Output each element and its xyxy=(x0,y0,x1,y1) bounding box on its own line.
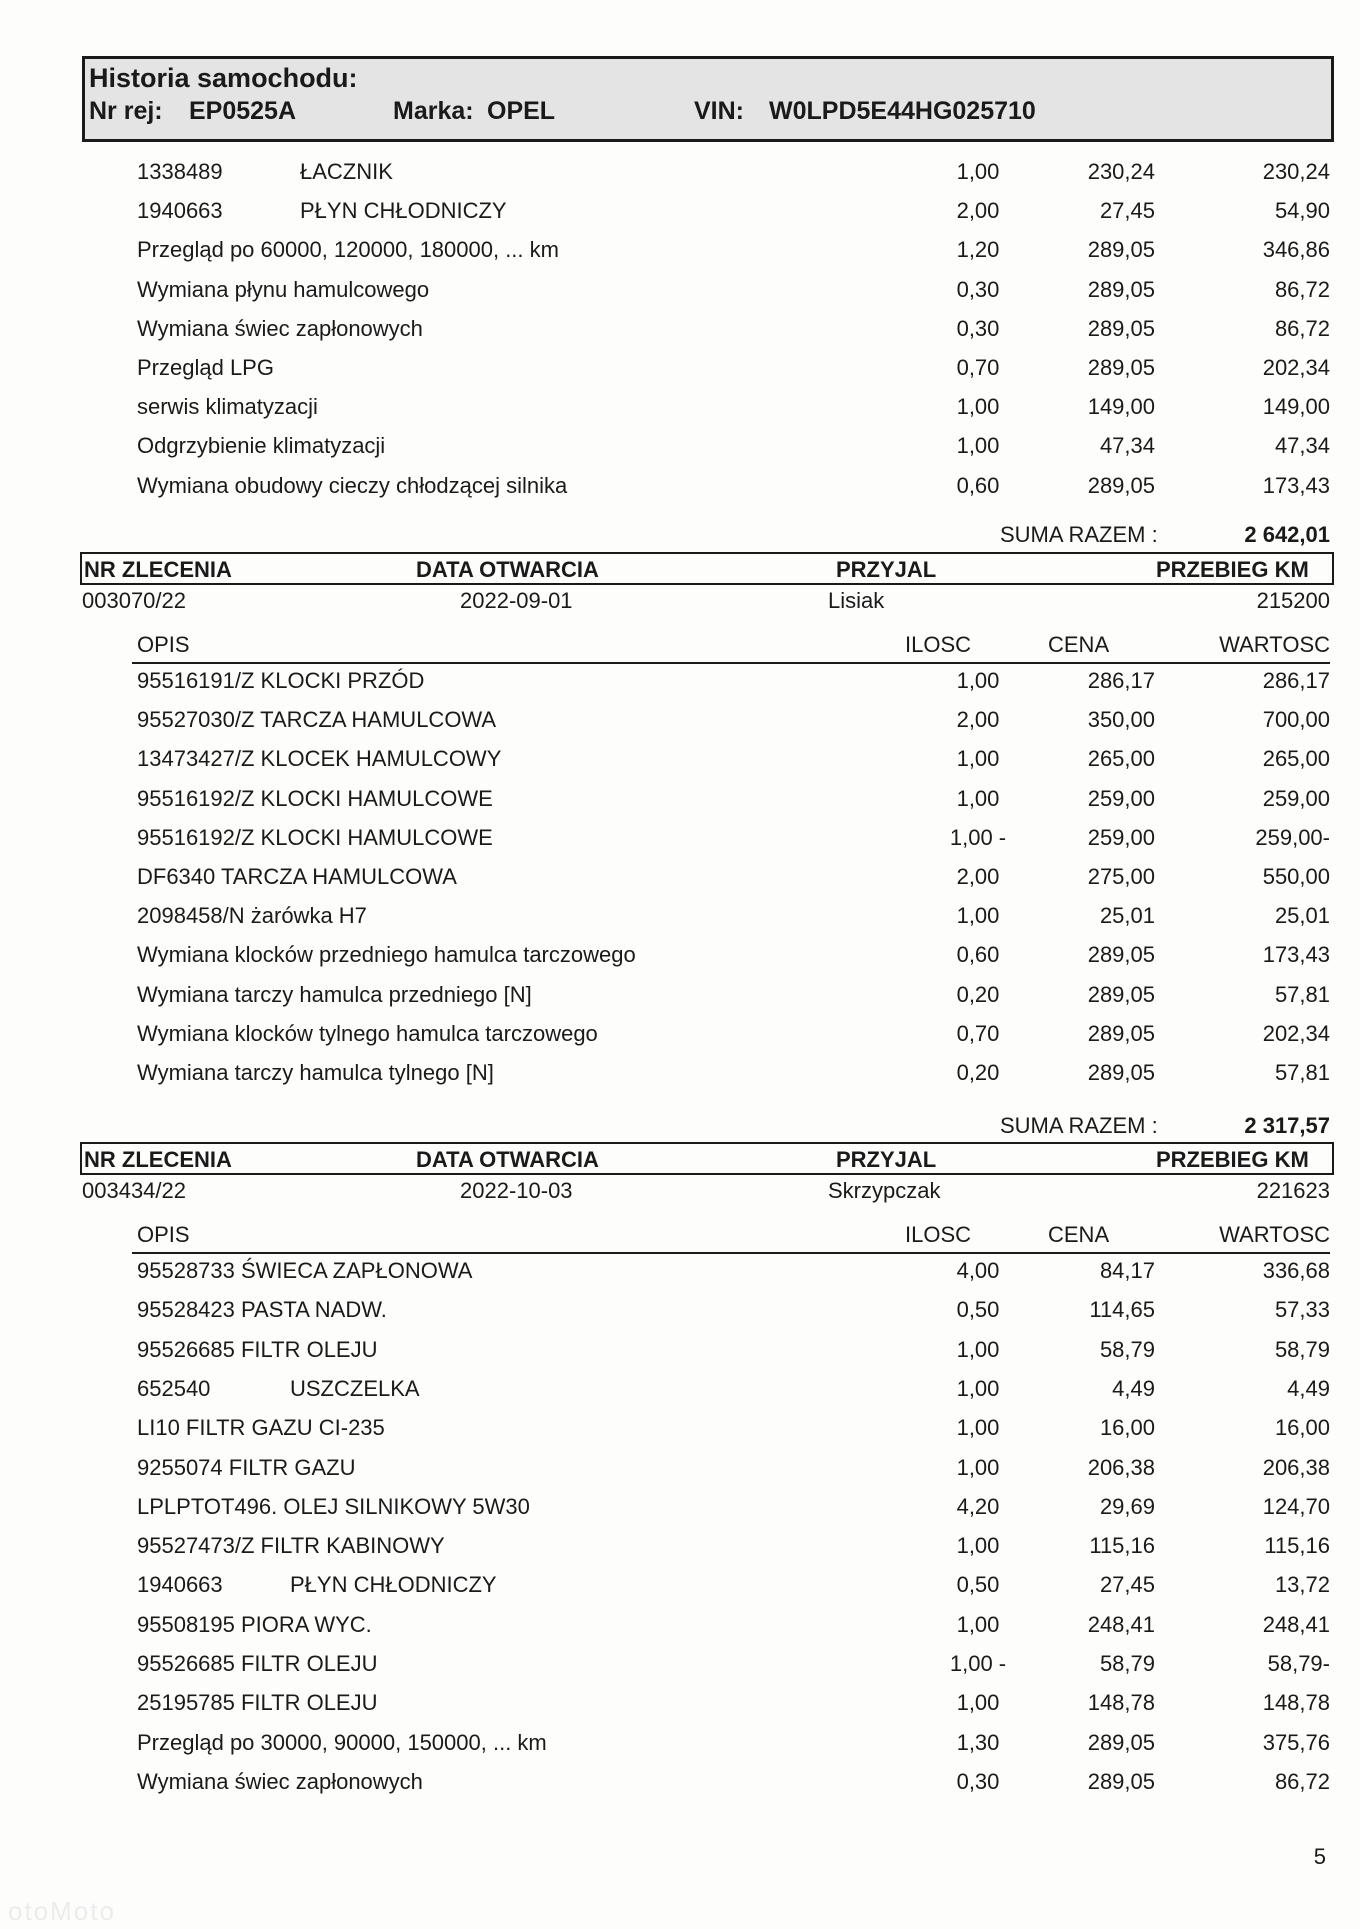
item-value: 124,70 xyxy=(1262,1493,1330,1519)
item-quantity: 1,30 xyxy=(956,1729,1000,1755)
item-quantity: 1,00 xyxy=(956,746,1000,772)
line-item-row xyxy=(0,1651,1360,1685)
przebieg-label: PRZEBIEG KM xyxy=(1156,557,1309,582)
item-value: 173,43 xyxy=(1262,472,1330,498)
item-price: 25,01 xyxy=(1099,903,1155,929)
item-price: 148,78 xyxy=(1087,1690,1155,1716)
item-description: 95516192/Z KLOCKI HAMULCOWE xyxy=(137,785,493,811)
item-price: 265,00 xyxy=(1087,746,1155,772)
item-quantity: 1,20 xyxy=(956,237,1000,263)
item-price: 259,00 xyxy=(1087,785,1155,811)
item-value: 550,00 xyxy=(1262,864,1330,889)
order-przebieg: 215200 xyxy=(1256,588,1330,613)
nr-rej-value: EP0525A xyxy=(189,97,297,125)
przyjal-label: PRZYJAL xyxy=(836,557,937,582)
watermark: otoMoto xyxy=(8,1896,116,1926)
col-ilosc: ILOSC xyxy=(905,1222,972,1247)
item-quantity: 4,20 xyxy=(956,1493,1000,1519)
item-description: DF6340 TARCZA HAMULCOWA xyxy=(137,864,457,889)
item-value: 173,43 xyxy=(1262,942,1330,968)
line-item-row xyxy=(0,237,1360,271)
col-cena: CENA xyxy=(1048,632,1110,657)
item-value: 286,17 xyxy=(1262,668,1330,693)
item-description: LI10 FILTR GAZU CI-235 xyxy=(137,1415,385,1441)
line-item-row xyxy=(0,825,1360,859)
item-quantity: 1,00 xyxy=(956,1533,1000,1559)
item-price: 275,00 xyxy=(1087,864,1155,889)
line-item-row xyxy=(0,159,1360,193)
col-opis: OPIS xyxy=(137,1222,190,1247)
item-quantity: 0,20 xyxy=(956,981,1000,1007)
item-description: Wymiana obudowy cieczy chłodzącej silnika xyxy=(137,472,568,498)
item-price: 289,05 xyxy=(1087,1729,1155,1755)
item-description: Wymiana płynu hamulcowego xyxy=(137,276,430,302)
item-quantity: 0,60 xyxy=(956,472,1000,498)
nr-zlecenia-label: NR ZLECENIA xyxy=(84,1147,232,1172)
item-code: 652540 xyxy=(137,1375,211,1401)
item-price: 289,05 xyxy=(1087,355,1155,380)
item-price: 58,79 xyxy=(1099,1651,1155,1676)
item-price: 149,00 xyxy=(1087,394,1155,420)
suma-label: SUMA RAZEM : xyxy=(1000,522,1158,547)
item-description: 95516191/Z KLOCKI PRZÓD xyxy=(137,668,425,693)
item-price: 289,05 xyxy=(1087,315,1155,341)
line-item-row xyxy=(0,1769,1360,1803)
item-quantity: 0,50 xyxy=(956,1297,1000,1323)
item-description: serwis klimatyzacji xyxy=(137,394,318,420)
przebieg-label: PRZEBIEG KM xyxy=(1156,1147,1309,1172)
item-price: 248,41 xyxy=(1087,1611,1155,1637)
item-description: Wymiana świec zapłonowych xyxy=(137,1768,423,1794)
col-opis: OPIS xyxy=(137,632,190,657)
item-price: 289,05 xyxy=(1087,1020,1155,1046)
item-quantity: 1,00 xyxy=(956,785,1000,811)
col-wartosc: WARTOSC xyxy=(1219,632,1330,657)
line-item-row xyxy=(0,668,1360,702)
item-description: Wymiana klocków przedniego hamulca tarczowego xyxy=(137,942,636,968)
data-otwarcia-label: DATA OTWARCIA xyxy=(416,1147,599,1172)
suma-total: 2 317,57 xyxy=(1244,1113,1330,1138)
item-price: 29,69 xyxy=(1099,1493,1155,1519)
order-przyjal: Skrzypczak xyxy=(828,1178,941,1203)
item-description: Wymiana tarczy hamulca tylnego [N] xyxy=(137,1060,494,1085)
item-description: ŁACZNIK xyxy=(300,159,393,184)
line-item-row xyxy=(0,982,1360,1016)
item-value: 86,72 xyxy=(1274,315,1330,341)
order1-header-rule xyxy=(132,662,1330,664)
item-quantity: 0,70 xyxy=(956,355,1000,380)
item-description: 25195785 FILTR OLEJU xyxy=(137,1690,378,1716)
item-quantity: 1,00 - xyxy=(949,824,1007,850)
item-quantity: 0,60 xyxy=(956,942,1000,968)
line-item-row xyxy=(0,1730,1360,1764)
suma-label: SUMA RAZEM : xyxy=(1000,1113,1158,1138)
line-item-row xyxy=(0,1337,1360,1371)
item-value: 700,00 xyxy=(1262,707,1330,733)
line-item-row xyxy=(0,198,1360,232)
item-quantity: 1,00 xyxy=(956,1454,1000,1480)
item-quantity: 1,00 xyxy=(956,394,1000,420)
item-value: 57,81 xyxy=(1274,981,1330,1007)
item-quantity: 0,30 xyxy=(956,1768,1000,1794)
col-cena: CENA xyxy=(1048,1222,1110,1247)
nr-rej-label: Nr rej: xyxy=(89,97,163,125)
line-item-row xyxy=(0,1533,1360,1567)
order-przebieg: 221623 xyxy=(1256,1178,1330,1203)
item-description: Wymiana świec zapłonowych xyxy=(137,315,423,341)
line-item-row xyxy=(0,903,1360,937)
line-item-row xyxy=(0,1258,1360,1292)
item-quantity: 1,00 xyxy=(956,433,1000,459)
item-description: 95526685 FILTR OLEJU xyxy=(137,1651,378,1676)
item-quantity: 1,00 xyxy=(956,1375,1000,1401)
item-quantity: 1,00 xyxy=(956,668,1000,693)
line-item-row xyxy=(0,942,1360,976)
item-value: 115,16 xyxy=(1264,1533,1330,1559)
page-number: 5 xyxy=(1313,1844,1326,1869)
item-quantity: 1,00 xyxy=(956,159,1000,184)
item-value: 259,00- xyxy=(1255,824,1330,850)
col-wartosc: WARTOSC xyxy=(1219,1222,1330,1247)
item-code: 1338489 xyxy=(137,159,223,184)
item-price: 115,16 xyxy=(1089,1533,1155,1559)
item-price: 289,05 xyxy=(1087,1060,1155,1085)
przyjal-label: PRZYJAL xyxy=(836,1147,937,1172)
item-value: 248,41 xyxy=(1262,1611,1330,1637)
item-description: 2098458/N żarówka H7 xyxy=(137,903,367,929)
item-value: 265,00 xyxy=(1262,746,1330,772)
item-price: 206,38 xyxy=(1087,1454,1155,1480)
item-price: 289,05 xyxy=(1087,981,1155,1007)
item-value: 16,00 xyxy=(1274,1415,1330,1441)
item-value: 336,68 xyxy=(1262,1258,1330,1283)
line-item-row xyxy=(0,1690,1360,1724)
item-value: 86,72 xyxy=(1274,276,1330,302)
item-price: 286,17 xyxy=(1087,668,1155,693)
item-quantity: 2,00 xyxy=(956,707,1000,733)
item-quantity: 0,50 xyxy=(956,1572,1000,1598)
item-value: 58,79- xyxy=(1267,1651,1330,1676)
line-item-row xyxy=(0,1494,1360,1528)
item-price: 4,49 xyxy=(1112,1375,1155,1401)
item-quantity: 2,00 xyxy=(956,864,1000,889)
line-item-row xyxy=(0,355,1360,389)
item-price: 289,05 xyxy=(1087,237,1155,263)
line-item-row xyxy=(0,1060,1360,1094)
item-price: 16,00 xyxy=(1099,1415,1155,1441)
item-description: Przegląd po 30000, 90000, 150000, ... km xyxy=(137,1729,547,1755)
line-item-row xyxy=(0,277,1360,311)
item-quantity: 1,00 xyxy=(956,1336,1000,1362)
item-quantity: 1,00 xyxy=(956,1611,1000,1637)
vin-label: VIN: xyxy=(694,97,744,125)
item-price: 289,05 xyxy=(1087,472,1155,498)
order-przyjal: Lisiak xyxy=(828,588,885,613)
marka-value: OPEL xyxy=(487,97,556,125)
order-date: 2022-09-01 xyxy=(460,588,573,613)
item-quantity: 0,30 xyxy=(956,276,1000,302)
col-ilosc: ILOSC xyxy=(905,632,972,657)
page-title: Historia samochodu: xyxy=(89,63,358,93)
item-quantity: 1,00 xyxy=(956,903,1000,929)
item-description: 95508195 PIORA WYC. xyxy=(137,1611,372,1637)
item-description: Wymiana tarczy hamulca przedniego [N] xyxy=(137,981,532,1007)
item-price: 47,34 xyxy=(1099,433,1155,459)
item-quantity: 1,00 - xyxy=(949,1651,1007,1676)
vehicle-history-header xyxy=(82,56,1334,142)
item-value: 57,33 xyxy=(1274,1297,1330,1323)
item-quantity: 1,00 xyxy=(956,1690,1000,1716)
nr-zlecenia-label: NR ZLECENIA xyxy=(84,557,232,582)
item-description: PŁYN CHŁODNICZY xyxy=(300,198,507,224)
item-quantity: 4,00 xyxy=(956,1258,1000,1283)
item-quantity: 2,00 xyxy=(956,198,1000,224)
item-description: 95527030/Z TARCZA HAMULCOWA xyxy=(137,707,497,733)
item-description: USZCZELKA xyxy=(290,1375,420,1401)
item-price: 58,79 xyxy=(1099,1336,1155,1362)
item-price: 114,65 xyxy=(1089,1297,1155,1323)
item-value: 206,38 xyxy=(1262,1454,1330,1480)
item-price: 27,45 xyxy=(1099,1572,1155,1598)
item-quantity: 1,00 xyxy=(956,1415,1000,1441)
line-item-row xyxy=(0,786,1360,820)
marka-label: Marka: xyxy=(393,97,474,125)
item-code: 1940663 xyxy=(137,198,223,224)
line-item-row xyxy=(0,316,1360,350)
item-price: 289,05 xyxy=(1087,276,1155,302)
item-description: 13473427/Z KLOCEK HAMULCOWY xyxy=(137,746,502,772)
item-description: Wymiana klocków tylnego hamulca tarczowego xyxy=(137,1020,598,1046)
item-code: 1940663 xyxy=(137,1572,223,1598)
item-value: 259,00 xyxy=(1262,785,1330,811)
line-item-row xyxy=(0,1376,1360,1410)
item-description: 95526685 FILTR OLEJU xyxy=(137,1336,378,1362)
item-value: 202,34 xyxy=(1262,355,1330,380)
item-value: 86,72 xyxy=(1274,1768,1330,1794)
item-price: 289,05 xyxy=(1087,942,1155,968)
line-item-row xyxy=(0,746,1360,780)
item-price: 350,00 xyxy=(1087,707,1155,733)
line-item-row xyxy=(0,473,1360,507)
order-number: 003070/22 xyxy=(82,588,186,613)
item-description: 95528423 PASTA NADW. xyxy=(137,1297,387,1323)
data-otwarcia-label: DATA OTWARCIA xyxy=(416,557,599,582)
order2-header-bar xyxy=(80,1142,1334,1175)
item-description: 95528733 ŚWIECA ZAPŁONOWA xyxy=(137,1258,473,1283)
item-value: 58,79 xyxy=(1274,1336,1330,1362)
order2-header-rule xyxy=(132,1252,1330,1254)
line-item-row xyxy=(0,1612,1360,1646)
line-item-row xyxy=(0,1455,1360,1489)
vin-value: W0LPD5E44HG025710 xyxy=(769,97,1036,125)
line-item-row xyxy=(0,1297,1360,1331)
item-value: 230,24 xyxy=(1262,159,1330,184)
line-item-row xyxy=(0,864,1360,898)
suma-total: 2 642,01 xyxy=(1244,522,1330,547)
item-value: 13,72 xyxy=(1274,1572,1330,1598)
item-value: 346,86 xyxy=(1262,237,1330,263)
item-value: 25,01 xyxy=(1274,903,1330,929)
item-value: 375,76 xyxy=(1262,1729,1330,1755)
item-description: Odgrzybienie klimatyzacji xyxy=(137,433,386,459)
order1-header-bar xyxy=(80,552,1334,585)
item-price: 230,24 xyxy=(1087,159,1155,184)
item-value: 148,78 xyxy=(1262,1690,1330,1716)
line-item-row xyxy=(0,1572,1360,1606)
line-item-row xyxy=(0,1021,1360,1055)
item-description: LPLPTOT496. OLEJ SILNIKOWY 5W30 xyxy=(137,1493,530,1519)
item-value: 47,34 xyxy=(1274,433,1330,459)
item-description: Przegląd po 60000, 120000, 180000, ... km xyxy=(137,237,559,263)
item-price: 84,17 xyxy=(1099,1258,1155,1283)
item-value: 149,00 xyxy=(1262,394,1330,420)
item-price: 259,00 xyxy=(1087,824,1155,850)
item-description: 95527473/Z FILTR KABINOWY xyxy=(137,1533,445,1559)
item-value: 57,81 xyxy=(1274,1060,1330,1085)
item-quantity: 0,20 xyxy=(956,1060,1000,1085)
item-price: 27,45 xyxy=(1099,198,1155,224)
item-value: 54,90 xyxy=(1274,198,1330,224)
line-item-row xyxy=(0,1415,1360,1449)
item-description: 9255074 FILTR GAZU xyxy=(137,1454,356,1480)
order-number: 003434/22 xyxy=(82,1178,186,1203)
line-item-row xyxy=(0,433,1360,467)
order-date: 2022-10-03 xyxy=(460,1178,573,1203)
item-description: 95516192/Z KLOCKI HAMULCOWE xyxy=(137,824,493,850)
item-value: 202,34 xyxy=(1262,1020,1330,1046)
item-quantity: 0,70 xyxy=(956,1020,1000,1046)
line-item-row xyxy=(0,707,1360,741)
line-item-row xyxy=(0,394,1360,428)
item-description: Przegląd LPG xyxy=(137,355,274,380)
item-quantity: 0,30 xyxy=(956,315,1000,341)
item-description: PŁYN CHŁODNICZY xyxy=(290,1572,497,1598)
item-price: 289,05 xyxy=(1087,1768,1155,1794)
item-value: 4,49 xyxy=(1287,1375,1330,1401)
